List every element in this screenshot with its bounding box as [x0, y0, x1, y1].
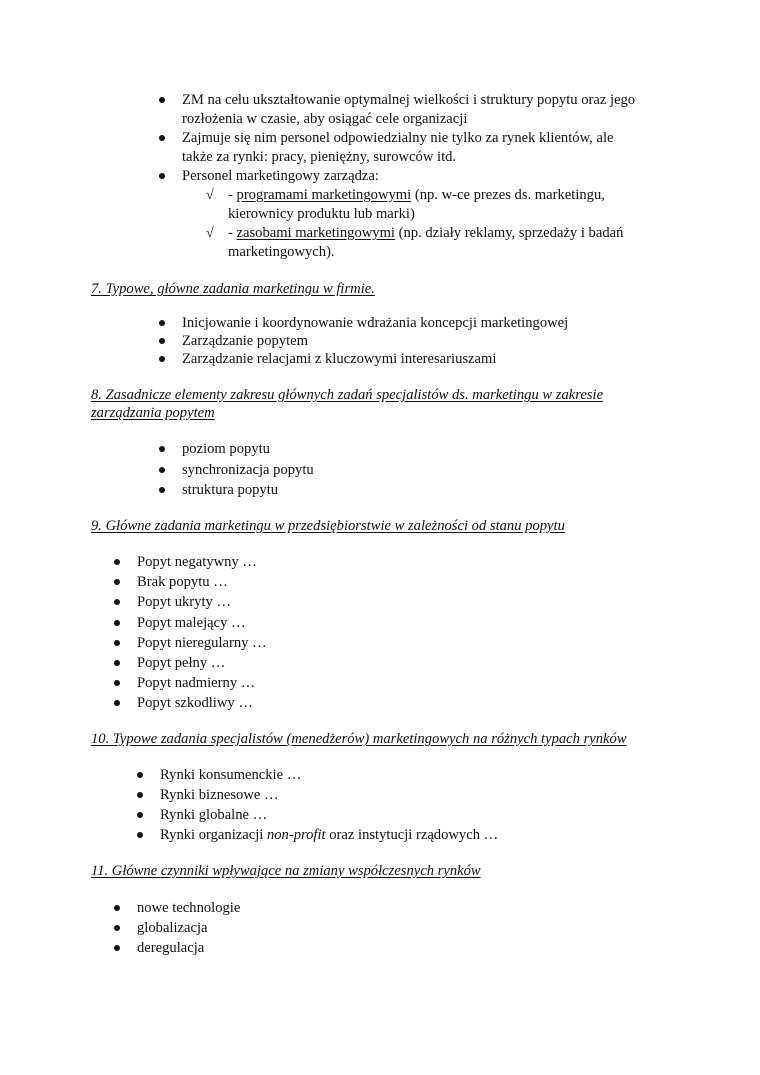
intro-bullet2-line2: także za rynki: pracy, pieniężny, surowców itd.	[182, 149, 457, 165]
section10-item: Rynki globalne …	[160, 807, 268, 823]
bullet-marker	[137, 832, 143, 838]
sub1-prefix: -	[228, 187, 237, 203]
bullet-marker	[159, 173, 165, 179]
bullet-marker	[159, 487, 165, 493]
bullet-marker	[159, 320, 165, 326]
section8-item: struktura popytu	[182, 482, 279, 498]
section9-heading: 9. Główne zadania marketingu w przedsiębiorstwie w zależności od stanu popytu	[91, 518, 565, 534]
check-mark-icon: √	[206, 188, 214, 203]
item-italic: non-profit	[266, 827, 326, 843]
sub1-rest: (np. w-ce prezes ds. marketingu,	[411, 187, 605, 203]
intro-sub2-line1	[228, 224, 623, 243]
check-mark-icon: √	[206, 226, 214, 241]
bullet-marker	[114, 599, 120, 605]
section7-item: Zarządzanie popytem	[182, 333, 309, 349]
bullet-marker	[114, 660, 120, 666]
bullet-marker	[114, 620, 120, 626]
bullet-marker	[159, 467, 165, 473]
section7-item: Zarządzanie relacjami z kluczowymi interesariuszami	[182, 351, 497, 367]
section9-item: Popyt nadmierny …	[137, 675, 256, 691]
bullet-marker	[114, 905, 120, 911]
section10-heading: 10. Typowe zadania specjalistów (menedżerów) marketingowych na różnych typach rynków	[91, 731, 627, 747]
section11-item: deregulacja	[137, 940, 205, 956]
bullet-marker	[114, 579, 120, 585]
bullet-marker	[114, 945, 120, 951]
section11-item: globalizacja	[137, 920, 208, 936]
section11-item: nowe technologie	[137, 900, 241, 916]
bullet-marker	[114, 559, 120, 565]
section7-item: Inicjowanie i koordynowanie wdrażania koncepcji marketingowej	[182, 315, 569, 331]
section10-item: Rynki biznesowe …	[160, 787, 279, 803]
section9-item: Popyt szkodliwy …	[137, 695, 253, 711]
bullet-marker	[114, 700, 120, 706]
bullet-marker	[114, 925, 120, 931]
section7-heading: 7. Typowe, główne zadania marketingu w firmie.	[91, 281, 375, 297]
sub2-prefix: -	[228, 225, 237, 241]
section8-heading-line1: 8. Zasadnicze elementy zakresu głównych zadań specjalistów ds. marketingu w zakresie	[91, 387, 604, 403]
section9-item: Popyt ukryty …	[137, 594, 232, 610]
bullet-marker	[159, 135, 165, 141]
sub2-rest: (np. działy reklamy, sprzedaży i badań	[394, 225, 624, 241]
section9-item: Popyt pełny …	[137, 655, 226, 671]
intro-bullet2-line1: Zajmuje się nim personel odpowiedzialny nie tylko za rynek klientów, ale	[182, 130, 614, 146]
item-prefix: Rynki organizacji	[160, 827, 267, 843]
section11-heading: 11. Główne czynniki wpływające na zmiany współczesnych rynków	[91, 863, 481, 879]
intro-sub2-line2: marketingowych).	[228, 244, 335, 260]
intro-bullet3: Personel marketingowy zarządza:	[182, 168, 379, 184]
bullet-marker	[159, 338, 165, 344]
bullet-marker	[159, 356, 165, 362]
intro-bullet1-line2: rozłożenia w czasie, aby osiągać cele organizacji	[182, 111, 468, 127]
bullet-marker	[137, 812, 143, 818]
section9-item: Popyt negatywny …	[137, 554, 257, 570]
bullet-marker	[114, 680, 120, 686]
bullet-marker	[137, 772, 143, 778]
section8-item: synchronizacja popytu	[182, 462, 314, 478]
section9-item: Popyt nieregularny …	[137, 635, 267, 651]
zasoby-link[interactable]: zasobami marketingowymi	[236, 225, 395, 241]
section8-item: poziom popytu	[182, 441, 270, 457]
section10-item	[160, 826, 498, 845]
bullet-marker	[159, 446, 165, 452]
section8-heading-line2: zarządzania popytem	[91, 405, 215, 421]
intro-sub1-line2: kierownicy produktu lub marki)	[228, 206, 415, 222]
bullet-marker	[137, 792, 143, 798]
programy-link[interactable]: programami marketingowymi	[236, 187, 412, 203]
section9-item: Brak popytu …	[137, 574, 228, 590]
intro-bullet1-line1: ZM na celu ukształtowanie optymalnej wielkości i struktury popytu oraz jego	[182, 92, 636, 108]
intro-sub1-line1	[228, 186, 605, 205]
bullet-marker	[159, 97, 165, 103]
section9-item: Popyt malejący …	[137, 615, 246, 631]
item-suffix: oraz instytucji rządowych …	[325, 827, 499, 843]
section10-item: Rynki konsumenckie …	[160, 767, 302, 783]
bullet-marker	[114, 640, 120, 646]
